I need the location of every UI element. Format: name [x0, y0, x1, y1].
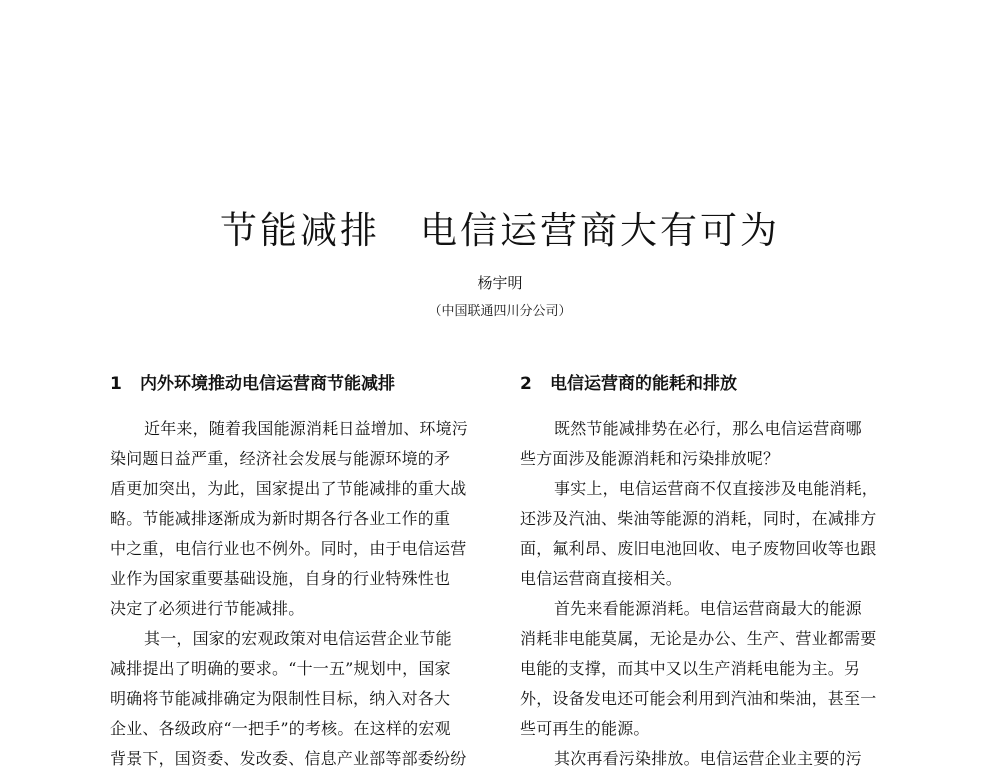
text-line: 明确将节能减排确定为限制性目标，纳入对各大 — [110, 689, 451, 708]
text-line: 消耗非电能莫属，无论是办公、生产、营业都需要 — [520, 629, 877, 648]
text-line: 减排提出了明确的要求。“十一五”规划中，国家 — [110, 659, 451, 678]
text-line: 近年来，随着我国能源消耗日益增加、环境污 — [144, 419, 469, 438]
text-line: 染问题日益严重，经济社会发展与能源环境的矛 — [110, 449, 451, 468]
right-column — [520, 372, 898, 774]
section-number: 2 — [520, 374, 532, 394]
text-line: 既然节能减排势在必行，那么电信运营商哪 — [554, 419, 862, 438]
paragraph — [110, 624, 488, 774]
left-column — [110, 372, 488, 774]
text-line: 其次再看污染排放。电信运营企业主要的污 — [554, 749, 862, 768]
text-line: 事实上，电信运营商不仅直接涉及电能消耗， — [554, 479, 879, 498]
text-line: 些方面涉及能源消耗和污染排放呢？ — [520, 449, 780, 468]
text-line: 电能的支撑，而其中又以生产消耗电能为主。另 — [520, 659, 861, 678]
paragraph — [520, 414, 898, 474]
text-line: 中之重，电信行业也不例外。同时，由于电信运营 — [110, 539, 467, 558]
article-title: 节能减排 电信运营商大有可为 — [220, 209, 780, 252]
text-line: 还涉及汽油、柴油等能源的消耗，同时，在减排方 — [520, 509, 877, 528]
text-line: 决定了必须进行节能减排。 — [110, 599, 305, 618]
section-number: 1 — [110, 374, 122, 394]
text-line: 面，氟利昂、废旧电池回收、电子废物回收等也跟 — [520, 539, 877, 558]
text-line: 业作为国家重要基础设施，自身的行业特殊性也 — [110, 569, 451, 588]
author-affiliation: （中国联通四川分公司） — [428, 304, 572, 319]
paragraph — [520, 594, 898, 744]
text-line: 电信运营商直接相关。 — [520, 569, 683, 588]
text-line: 其一，国家的宏观政策对电信运营企业节能 — [144, 629, 452, 648]
section-1-heading — [110, 372, 488, 396]
text-line: 外，设备发电还可能会利用到汽油和柴油，甚至一 — [520, 689, 877, 708]
text-line: 盾更加突出，为此，国家提出了节能减排的重大战 — [110, 479, 467, 498]
paragraph — [110, 414, 488, 624]
text-line: 些可再生的能源。 — [520, 719, 650, 738]
section-2-heading — [520, 372, 898, 396]
paragraph — [520, 744, 898, 774]
author-name: 杨宇明 — [477, 274, 523, 292]
text-line: 背景下，国资委、发改委、信息产业部等部委纷纷 — [110, 749, 467, 768]
text-line: 首先来看能源消耗。电信运营商最大的能源 — [554, 599, 862, 618]
section-title: 内外环境推动电信运营商节能减排 — [140, 374, 395, 394]
section-title: 电信运营商的能耗和排放 — [550, 374, 737, 394]
text-line: 略。节能减排逐渐成为新时期各行各业工作的重 — [110, 509, 451, 528]
paragraph — [520, 474, 898, 594]
text-line: 企业、各级政府“一把手”的考核。在这样的宏观 — [110, 719, 451, 738]
